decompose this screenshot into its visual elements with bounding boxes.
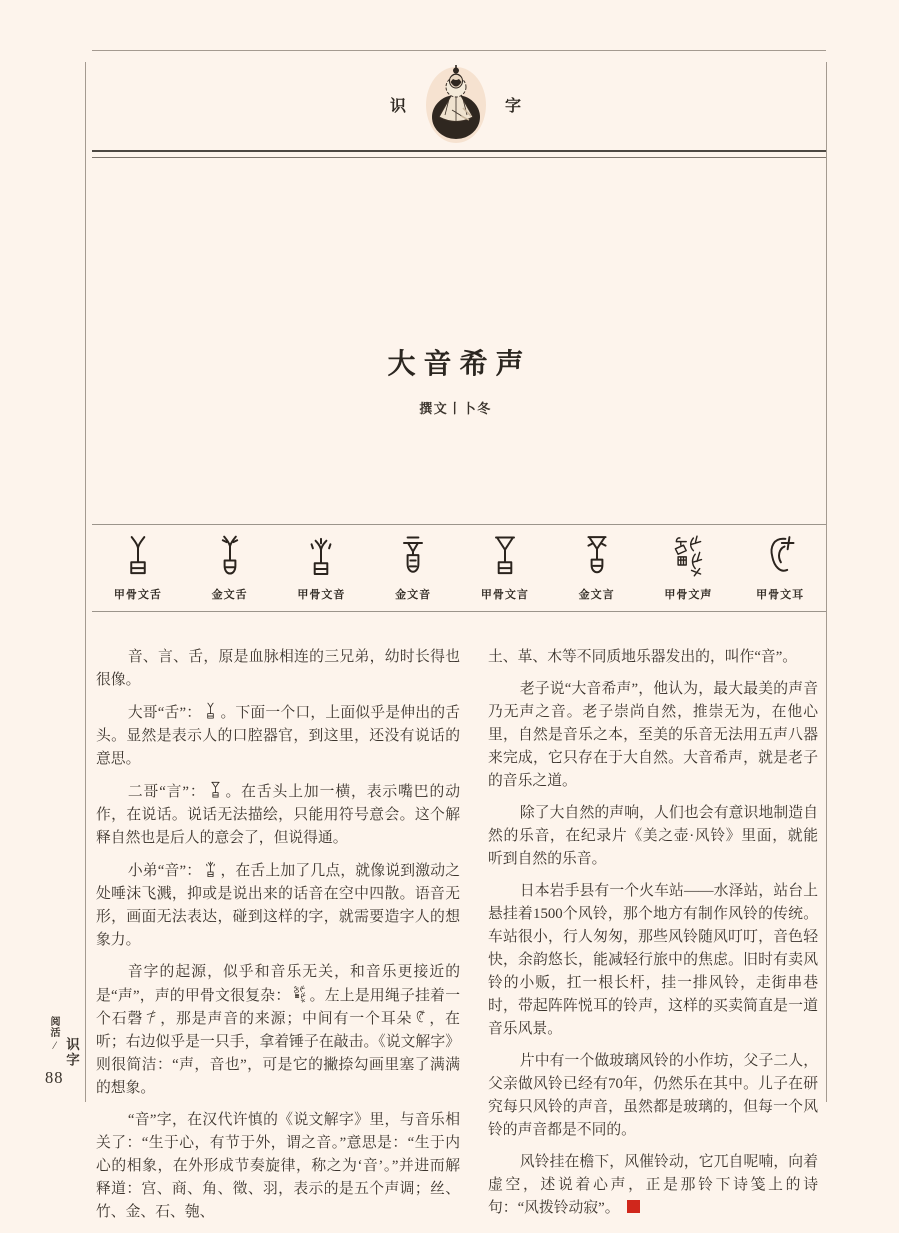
right-border-rule [826, 62, 827, 1102]
right-column [488, 646, 818, 1233]
paragraph: 二哥“言”： 。在舌头上加一横，表示嘴巴的动作，在说话。说话无法描绘，只能用符号意会。这个解释自然也是后人的意会了，但说得通。 [96, 780, 460, 850]
seated-figure-illustration [425, 64, 487, 144]
oracle-yan-glyph [487, 534, 523, 578]
header-char-right: 字 [505, 97, 523, 115]
paragraph: 音、言、舌，原是血脉相连的三兄弟，幼时长得也很像。 [96, 649, 460, 688]
glyph-label: 甲骨文舌 [113, 589, 162, 601]
section-name-small: 阅活 [48, 1016, 59, 1038]
header-char-left: 识 [389, 97, 407, 115]
article-byline: 撰文丨卜冬 [419, 401, 492, 416]
glyph-strip [92, 524, 826, 612]
paragraph: 小弟“音”： ，在舌上加了几点，就像说到激动之处唾沫飞溅，抑或是说出来的话音在空中四散。语音无形，画面无法表达，碰到这样的字，就需要造字人的想象力。 [96, 859, 460, 952]
oracle-yin-inline-glyph [203, 859, 218, 879]
glyph-cell [462, 534, 548, 602]
oracle-sheng-inline-glyph [292, 984, 307, 1004]
left-border-rule [85, 62, 86, 1102]
glyph-label: 甲骨文耳 [756, 589, 805, 601]
article-end-mark [627, 1200, 640, 1213]
oracle-qing-inline-glyph [145, 1009, 157, 1025]
header-double-rule [92, 150, 826, 158]
bronze-yin-glyph [395, 534, 431, 578]
paragraph: 老子说“大音希声”，他认为，最大最美的声音乃无声之音。老子崇尚自然，推崇无为，在他心里，自然是音乐之本，至美的乐音无法用五声八器来完成，它只存在于大自然。大音希声，就是老子的音乐之道。 [488, 681, 818, 789]
glyph-cell [645, 534, 731, 602]
bronze-yan-glyph [579, 534, 615, 578]
section-header [86, 58, 826, 150]
oracle-yin-glyph [303, 534, 339, 578]
paragraph: 音字的起源，似乎和音乐无关，和音乐更接近的是“声”，声的甲骨文很复杂： 。左上是用绳子挂着一个石磬 ，那是声音的来源；中间有一个耳朵 ，在听；右边似乎是一只手，拿着锤子在敲击。《说文解字》则很简洁：“声，音也”，可是它的撇捺勾画里塞了满满的想象。 [96, 964, 460, 1096]
glyph-cell [737, 534, 823, 602]
oracle-er-inline-glyph [414, 1009, 426, 1025]
glyph-cell [278, 534, 364, 602]
paragraph: 土、革、木等不同质地乐器发出的，叫作“音”。 [488, 649, 798, 665]
glyph-cell [95, 534, 181, 602]
glyph-label: 金文音 [395, 589, 432, 601]
page-number: 88 [45, 1068, 64, 1087]
glyph-label: 金文言 [578, 589, 615, 601]
left-column [96, 646, 460, 1233]
glyph-cell [370, 534, 456, 602]
oracle-tongue-inline-glyph [203, 701, 218, 721]
footer-section-label [44, 1014, 90, 1098]
article-body [96, 646, 818, 1233]
glyph-cell [187, 534, 273, 602]
glyph-label: 甲骨文音 [297, 589, 346, 601]
paragraph: 日本岩手县有一个火车站——水泽站，站台上悬挂着1500个风铃，那个地方有制作风铃的传统。车站很小，行人匆匆，那些风铃随风叮叮，音色轻快，余韵悠长，能减轻行旅中的焦虑。旧时有卖风铃的小贩，扛一根长杆，挂一排风铃，走街串巷时，带起阵阵悦耳的铃声，这样的买卖简直是一道音乐风景。 [488, 883, 818, 1037]
oracle-yan-inline-glyph [208, 780, 223, 800]
glyph-label: 甲骨文言 [480, 589, 529, 601]
oracle-er-glyph [762, 534, 798, 578]
paragraph: 大哥“舌”： 。下面一个口，上面似乎是伸出的舌头。显然是表示人的口腔器官，到这里，还没有说话的意思。 [96, 701, 460, 771]
glyph-label: 甲骨文声 [664, 589, 713, 601]
top-rule [92, 50, 826, 51]
oracle-sheng-glyph [670, 534, 706, 578]
paragraph: 风铃挂在檐下，风催铃动，它兀自呢喃，向着虚空，述说着心声，正是那铃下诗笺上的诗句：“风拨铃动寂”。 [488, 1154, 818, 1216]
bronze-tongue-glyph [212, 534, 248, 578]
title-block [85, 342, 826, 417]
section-slash: / [51, 1037, 58, 1053]
oracle-tongue-glyph [120, 534, 156, 578]
paragraph: “音”字，在汉代许慎的《说文解字》里，与音乐相关了：“生于心，有节于外，谓之音。”意思是：“生于内心的相象，在外形成节奏旋律，称之为‘音’。”并进而解释道：宫、商、角、徵、羽，表示的是五个声调；丝、竹、金、石、匏、 [96, 1112, 460, 1220]
glyph-cell [554, 534, 640, 602]
paragraph: 除了大自然的声响，人们也会有意识地制造自然的乐音，在纪录片《美之壶·风铃》里面，就能听到自然的乐音。 [488, 805, 818, 867]
glyph-label: 金文舌 [211, 589, 248, 601]
article-title: 大音希声 [387, 349, 532, 380]
section-name-large: 识字 [64, 1037, 79, 1068]
paragraph: 片中有一个做玻璃风铃的小作坊，父子二人，父亲做风铃已经有70年，仍然乐在其中。儿子在研究每只风铃的声音，虽然都是玻璃的，但每一个风铃的声音都是不同的。 [488, 1053, 818, 1138]
